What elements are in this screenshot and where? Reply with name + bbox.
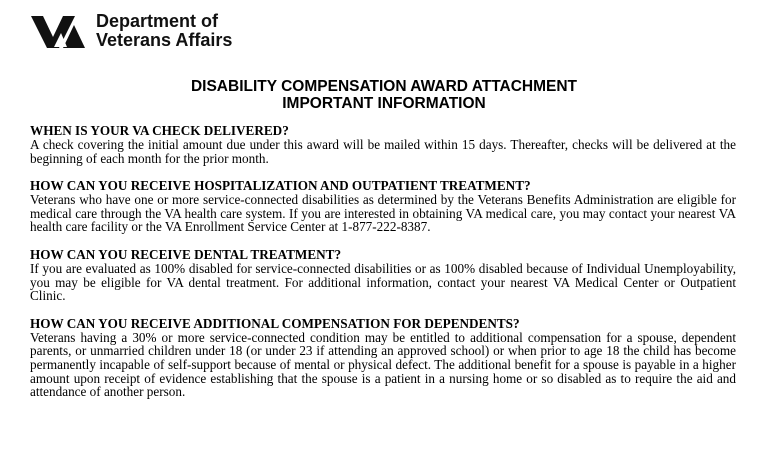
org-name-line1: Department of: [96, 11, 219, 31]
section-check-delivery: [30, 124, 736, 165]
section-heading: WHEN IS YOUR VA CHECK DELIVERED?: [30, 123, 289, 138]
section-dental: [30, 248, 736, 303]
document-title: DISABILITY COMPENSATION AWARD ATTACHMENT: [190, 78, 578, 95]
section-body: Veterans who have one or more service-connected disabilities as determined by the Veterans Benefits Administration are eligible for medical care through the VA health care system. If you are interested in obtaining VA medical care, you may contact your nearest VA health care facility or the VA Enrollment Service Center at 1-877-222-8387.: [30, 192, 736, 235]
section-heading: HOW CAN YOU RECEIVE HOSPITALIZATION AND OUTPATIENT TREATMENT?: [30, 178, 531, 194]
section-dependents: [30, 317, 736, 399]
document-titles: [0, 78, 768, 112]
section-body: A check covering the initial amount due under this award will be mailed within 15 days. Thereafter, checks will be delivered at the beginning of each month for the prior month.: [30, 137, 736, 166]
va-seal-icon: [30, 13, 92, 49]
info-sections: [30, 124, 736, 413]
section-heading: HOW CAN YOU RECEIVE ADDITIONAL COMPENSATION FOR DEPENDENTS?: [30, 315, 520, 331]
section-body: Veterans having a 30% or more service-connected condition may be entitled to additional compensation for a spouse, dependent parents, or unmarried children under 18 (or under 23 if attending an approved school) or when prior to age 18 the child has become permanently incapable of self-support because of mental or physical defect. The additional benefit for a spouse is payable in a higher amount upon receipt of evidence establishing that the spouse is a patient in a nursing home or so disabled as to require the aid and attendance of another person.: [30, 329, 736, 400]
org-name: [96, 12, 232, 50]
section-heading: HOW CAN YOU RECEIVE DENTAL TREATMENT?: [30, 246, 342, 262]
section-body: If you are evaluated as 100% disabled for service-connected disabilities or as 100% disabled because of Individual Unemployability, you may be eligible for VA dental treatment. For additional information, contact your nearest VA Medical Center or Outpatient Clinic.: [30, 260, 736, 304]
org-name-line2: Veterans Affairs: [96, 30, 233, 50]
va-logo: [30, 12, 232, 50]
section-hospitalization: [30, 179, 736, 234]
document-subtitle: IMPORTANT INFORMATION: [282, 95, 486, 112]
